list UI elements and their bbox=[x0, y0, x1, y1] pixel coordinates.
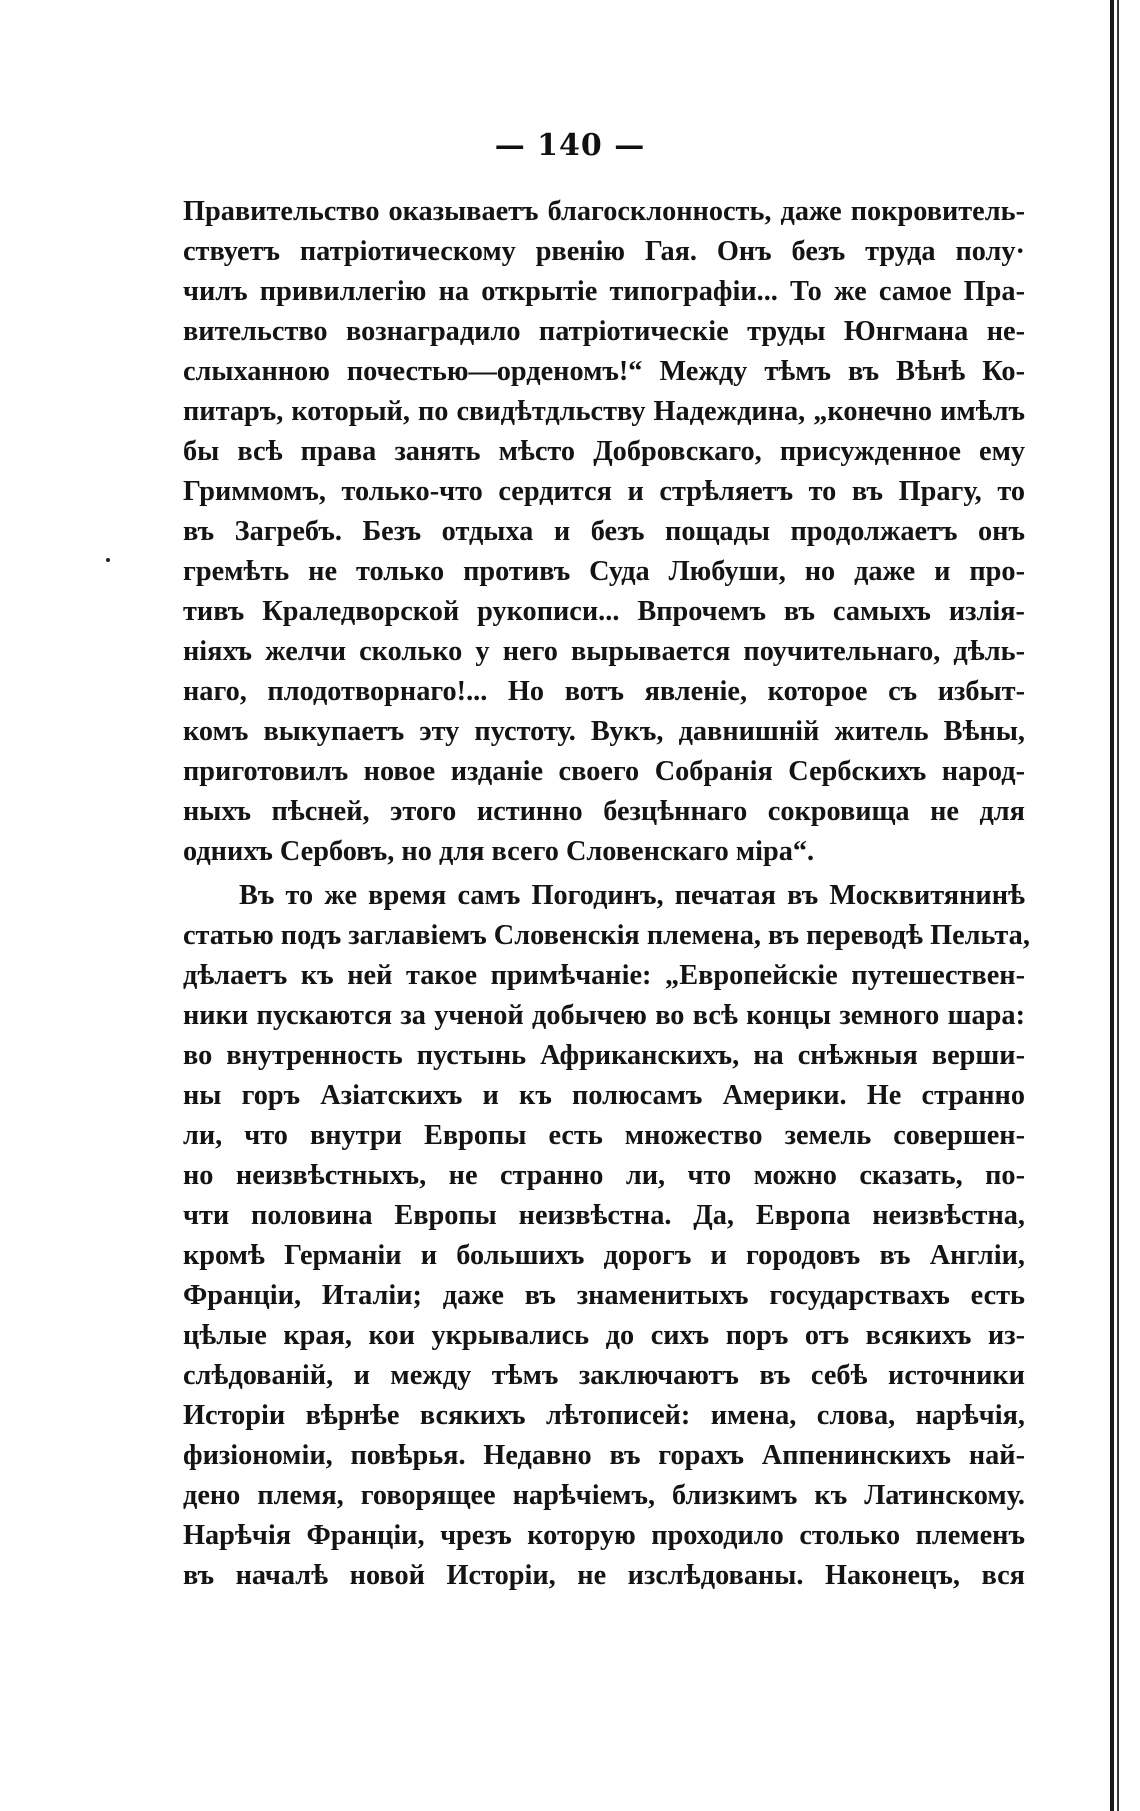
text-line: кромѣ Германіи и большихъ дорогъ и городовъ въ Англіи, bbox=[183, 1240, 1025, 1271]
text-line: Исторіи вѣрнѣе всякихъ лѣтописей: имена, слова, нарѣчія, bbox=[183, 1400, 1025, 1431]
text-line: гремѣть не только противъ Суда Любуши, но даже и про- bbox=[183, 556, 1025, 587]
page-number: — 140 — bbox=[494, 128, 646, 163]
text-line: Правительство оказываетъ благосклонность, даже покровитель- bbox=[183, 196, 1025, 227]
text-line: наго, плодотворнаго!... Но вотъ явленіе, которое съ избыт- bbox=[183, 676, 1025, 707]
ink-speck bbox=[106, 558, 110, 562]
text-line: ніяхъ желчи сколько у него вырывается поучительнаго, дѣль- bbox=[183, 636, 1025, 667]
text-line: дено племя, говорящее нарѣчіемъ, близкимъ къ Латинскому. bbox=[183, 1480, 1025, 1511]
text-line: Въ то же время самъ Погодинъ, печатая въ Москвитянинѣ bbox=[239, 880, 1025, 911]
text-line: комъ выкупаетъ эту пустоту. Вукъ, давнишній житель Вѣны, bbox=[183, 716, 1025, 747]
text-line: ныхъ пѣсней, этого истинно безцѣннаго сокровища не для bbox=[183, 796, 1025, 827]
text-line: приготовилъ новое изданіе своего Собранія Сербскихъ народ- bbox=[183, 756, 1025, 787]
text-line: бы всѣ права занять мѣсто Добровскаго, присужденное ему bbox=[183, 436, 1025, 467]
text-line: чти половина Европы неизвѣстна. Да, Европа неизвѣстна, bbox=[183, 1200, 1025, 1231]
text-line: слыханною почестью—орденомъ!“ Между тѣмъ въ Вѣнѣ Ко- bbox=[183, 356, 1025, 387]
text-line: вительство вознаградило патріотическіе труды Юнгмана не- bbox=[183, 316, 1025, 347]
text-line: Гриммомъ, только-что сердится и стрѣляетъ то въ Прагу, то bbox=[183, 476, 1025, 507]
text-line: тивъ Краледворской рукописи... Впрочемъ въ самыхъ излія- bbox=[183, 596, 1025, 627]
page-edge-shadow bbox=[1110, 0, 1114, 1811]
text-line: однихъ Сербовъ, но для всего Словенскаго міра“. bbox=[183, 836, 815, 867]
text-line: ны горъ Азіатскихъ и къ полюсамъ Америки. Не странно bbox=[183, 1080, 1025, 1111]
page-edge-line bbox=[1117, 0, 1119, 1811]
paragraph-2 bbox=[183, 876, 1030, 1596]
paragraph-1 bbox=[183, 192, 1025, 872]
text-line: ники пускаются за ученой добычею во всѣ концы земного шара: bbox=[183, 1000, 1025, 1031]
text-line: слѣдованій, и между тѣмъ заключаютъ въ себѣ источники bbox=[183, 1360, 1025, 1391]
text-line: во внутренность пустынь Африканскихъ, на снѣжныя верши- bbox=[183, 1040, 1025, 1071]
text-line: физіономіи, повѣрья. Недавно въ горахъ Аппенинскихъ най- bbox=[183, 1440, 1025, 1471]
text-line: Франціи, Италіи; даже въ знаменитыхъ государствахъ есть bbox=[183, 1280, 1025, 1311]
text-line: ствуетъ патріотическому рвенію Гая. Онъ безъ труда полу· bbox=[183, 236, 1025, 267]
text-line: но неизвѣстныхъ, не странно ли, что можно сказать, по- bbox=[183, 1160, 1025, 1191]
text-line: ли, что внутри Европы есть множество земель совершен- bbox=[183, 1120, 1025, 1151]
page-body bbox=[183, 192, 1030, 1596]
text-line: дѣлаетъ къ ней такое примѣчаніе: „Европейскіе путешествен- bbox=[183, 960, 1025, 991]
text-line: въ Загребъ. Безъ отдыха и безъ пощады продолжаетъ онъ bbox=[183, 516, 1025, 547]
text-line: въ началѣ новой Исторіи, не изслѣдованы. Наконецъ, вся bbox=[183, 1560, 1025, 1591]
text-line: цѣлые края, кои укрывались до сихъ поръ отъ всякихъ из- bbox=[183, 1320, 1025, 1351]
text-line: Нарѣчія Франціи, чрезъ которую проходило столько племенъ bbox=[183, 1520, 1025, 1551]
text-line: питаръ, который, по свидѣтдльству Надеждина, „конечно имѣлъ bbox=[183, 396, 1025, 427]
text-line: чилъ привиллегію на открытіе типографіи... То же самое Пра- bbox=[183, 276, 1025, 307]
text-line: статью подъ заглавіемъ Словенскія племена, въ переводѣ Пельта, bbox=[183, 920, 1030, 951]
